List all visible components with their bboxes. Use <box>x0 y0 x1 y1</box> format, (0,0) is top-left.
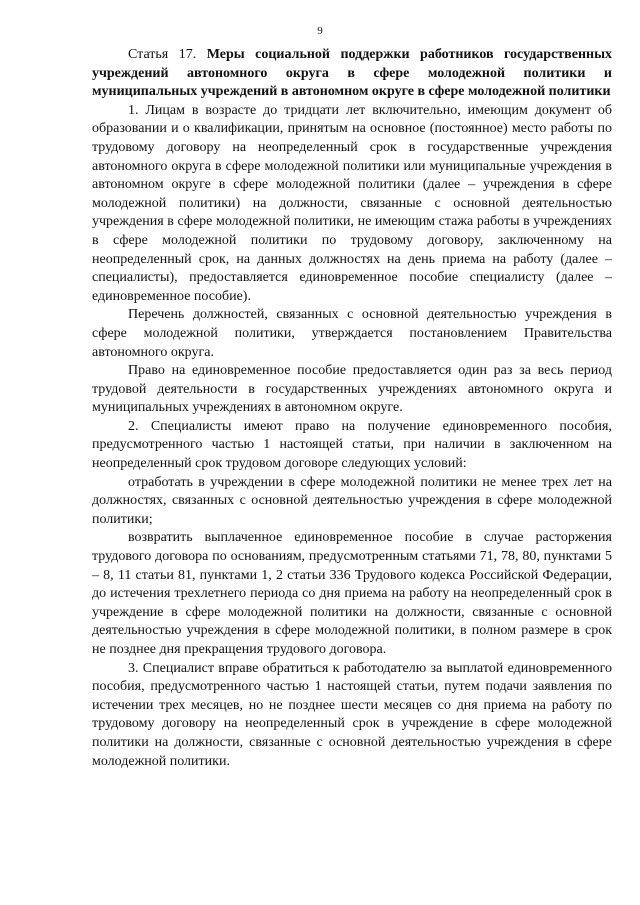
page-number: 9 <box>317 25 323 37</box>
paragraph-condition-work: отработать в учреждении в сфере молодежной политики не менее трех лет на должностях, связанных с основной деятельностью учреждения в сфере молодежной политики; <box>92 474 612 527</box>
article-heading <box>92 46 612 102</box>
article-title: Меры социальной поддержки работников государственных учреждений автономного округа в сфере молодежной политики и муниципальных учреждений в автономном округе в сфере молодежной политики <box>92 47 613 100</box>
paragraph-positions-list: Перечень должностей, связанных с основной деятельностью учреждения в сфере молодежной политики, утверждается постановлением Правительства автономного округа. <box>92 307 612 360</box>
paragraph-condition-return: возвратить выплаченное единовременное пособие в случае расторжения трудового договора по основаниям, предусмотренным статьями 71, 78, 80, пунктами 5 – 8, 11 статьи 81, пунктами 1, 2 статьи 336 Трудового кодекса Российской Федерации, до истечения трехлетнего периода со дня приема на работу на неопределенный срок в учреждение в сфере молодежной политики на должности, связанные с основной деятельностью учреждения в сфере молодежной политики, в полном размере в срок не позднее дня прекращения трудового договора. <box>92 530 612 657</box>
paragraph-part-1: 1. Лицам в возрасте до тридцати лет включительно, имеющим документ об образовании и о квалификации, принятым на основное (постоянное) место работы по трудовому договору на неопределенный срок в государственные учреждения автономного округа в сфере молодежной политики или муниципальные учреждения в автономном округе в сфере молодежной политики (далее – учреждения в сфере молодежной политики) на должности, связанные с основной деятельностью учреждения в сфере молодежной политики, не имеющим стажа работы в учреждениях в сфере молодежной политики по трудовому договору, заключенному на неопределенный срок, на данных должностях на день приема на работу (далее – специалисты), предоставляется единовременное пособие специалисту (далее – единовременное пособие). <box>92 102 612 304</box>
paragraph-one-time-right: Право на единовременное пособие предоставляется один раз за весь период трудовой деятельности в государственных учреждениях автономного округа и муниципальных учреждениях в автономном округе. <box>92 363 612 416</box>
article-number: Статья 17. <box>128 47 197 62</box>
paragraph-part-2: 2. Специалисты имеют право на получение единовременного пособия, предусмотренного частью 1 настоящей статьи, при наличии в заключенном на неопределенный срок трудовом договоре следующих условий: <box>92 418 612 472</box>
paragraph-part-3: 3. Специалист вправе обратиться к работодателю за выплатой единовременного пособия, предусмотренного частью 1 настоящей статьи, путем подачи заявления по истечении трех месяцев, но не позднее шести месяцев со дня приема на работу по трудовому договору на неопределенный срок в учреждение в сфере молодежной политики на должности, связанные с основной деятельностью учреждения в сфере молодежной политики. <box>92 660 612 769</box>
document-body <box>92 46 612 771</box>
